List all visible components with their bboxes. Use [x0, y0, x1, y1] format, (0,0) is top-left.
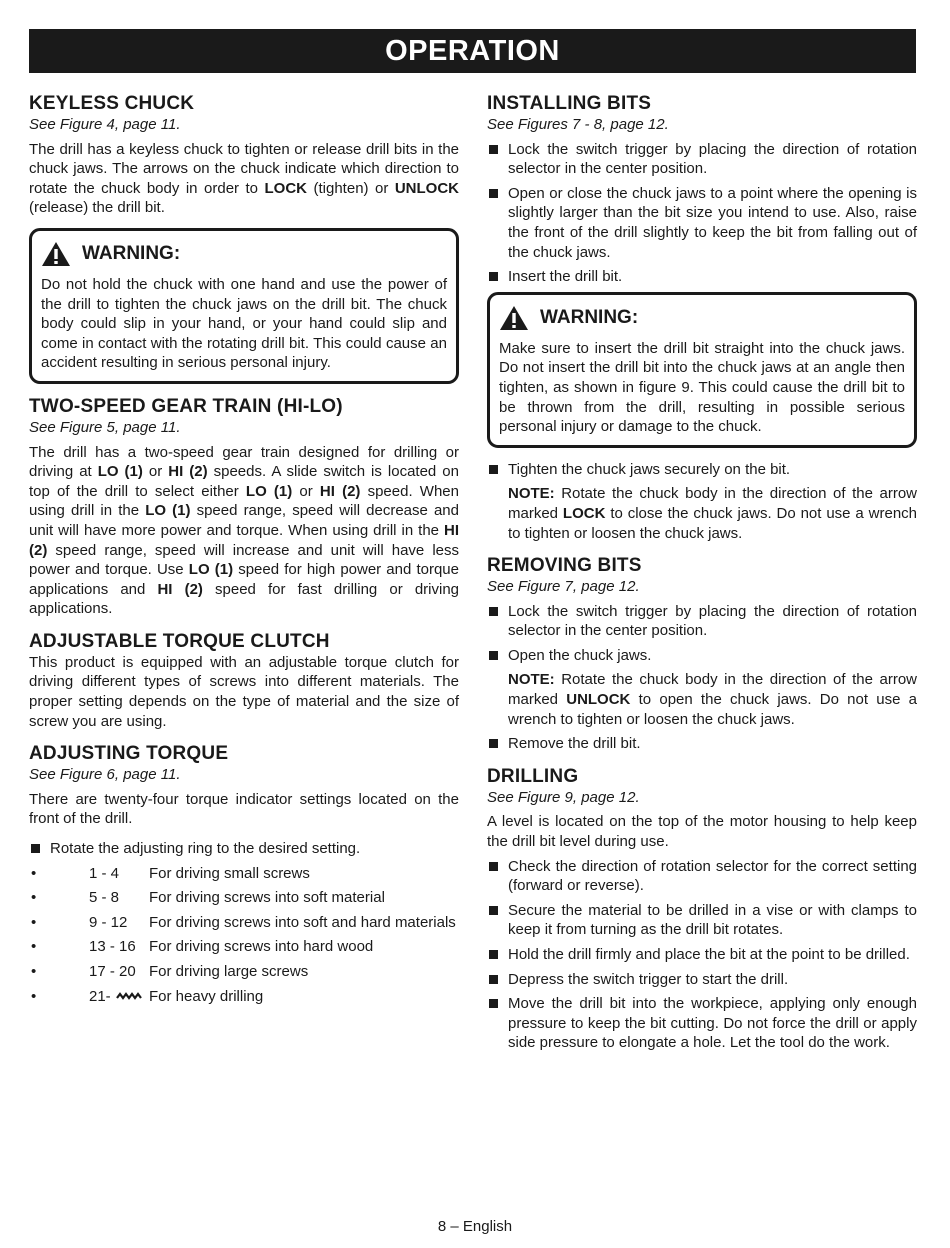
list-item: Depress the switch trigger to start the drill. [487, 970, 917, 990]
paragraph: A level is located on the top of the motor housing to help keep the drill bit level during use. [487, 813, 917, 851]
bullet-list [29, 839, 459, 859]
torque-setting-row: • 5 - 8 For driving screws into soft material [31, 889, 385, 907]
square-bullet-icon [489, 465, 498, 474]
list-item: Rotate the adjusting ring to the desired setting. [29, 839, 459, 859]
list-item: Move the drill bit into the workpiece, applying only enough pressure to keep the bit cutting. Do not force the drill or apply side pressure to elongate a hole. Let the tool do the work. [487, 994, 917, 1053]
drill-bit-icon [116, 992, 142, 1000]
square-bullet-icon [489, 272, 498, 281]
torque-setting-row: • 1 - 4 For driving small screws [31, 864, 310, 882]
square-bullet-icon [489, 739, 498, 748]
list-item: Lock the switch trigger by placing the direction of rotation selector in the center position. [487, 602, 917, 641]
bullet-list [487, 602, 917, 666]
warning-title: WARNING: [540, 306, 639, 328]
warning-title: WARNING: [82, 243, 181, 265]
installing-bits-section [487, 93, 917, 543]
list-item: Open or close the chuck jaws to a point where the opening is slightly larger than the bit size you intend to use. Also, raise the front of the drill slightly to keep the bit from falling out of the chuck jaws. [487, 184, 917, 262]
warning-text: Do not hold the chuck with one hand and use the power of the drill to tighten the chuck jaws on the drill bit. The chuck body could slip in your hand, or your hand could slip and come in contact with the rotating drill bit. This could cause an accident resulting in serious personal injury. [41, 275, 447, 372]
torque-setting-row: • 21- For heavy drilling [31, 987, 264, 1005]
warning-text: Make sure to insert the drill bit straight into the chuck jaws. Do not insert the drill bit into the chuck jaws at an angle then tighten, as shown in figure 9. This could cause the drill bit to be thrown from the drill, resulting in possible serious personal injury or damage to the chuck. [499, 339, 905, 436]
square-bullet-icon [489, 975, 498, 984]
torque-setting-row: • 13 - 16 For driving screws into hard wood [31, 938, 374, 956]
paragraph: The drill has a two-speed gear train designed for drilling or driving at LO (1) or HI (2) speeds. A slide switch is located on top of the drill to select either LO (1) or HI (2) speed. When using drill in the LO (1) speed range, speed will decrease and unit will have more power and torque. When using drill in the HI (2) speed range, speed will increase and unit will have less power and torque. Use LO (1) speed for high power and torque applications and HI (2) speed for fast drilling or driving applications. [29, 443, 460, 618]
warning-triangle-icon [41, 241, 71, 267]
paragraph: The drill has a keyless chuck to tighten or release drill bits in the chuck jaws. The arrows on the chuck indicate which direction to rotate the chuck body in order to LOCK (tighten) or UNLOCK (release) the drill bit. [29, 140, 460, 217]
list-item: Hold the drill firmly and place the bit at the point to be drilled. [487, 945, 917, 965]
bullet-list [487, 140, 917, 287]
figure-reference: See Figure 7, page 12. [487, 578, 640, 596]
square-bullet-icon [489, 651, 498, 660]
torque-setting-row: • 17 - 20 For driving large screws [31, 963, 309, 980]
square-bullet-icon [489, 145, 498, 154]
paragraph: There are twenty-four torque indicator settings located on the front of the drill. [29, 790, 459, 828]
paragraph: This product is equipped with an adjustable torque clutch for driving different types of screws into different materials. The proper setting depends on the type of material and the size of screw you are using. [29, 653, 459, 730]
figure-reference: See Figure 5, page 11. [29, 418, 181, 436]
warning-box [29, 228, 459, 384]
list-item: Secure the material to be drilled in a vise or with clamps to keep it from turning as the drill bit rotates. [487, 901, 917, 940]
page-footer: 8 – English [437, 1218, 513, 1235]
warning-box [487, 292, 917, 448]
page-title: OPERATION [29, 29, 916, 73]
note: NOTE: Rotate the chuck body in the direction of the arrow marked UNLOCK to open the chuck jaws. Do not use a wrench to tighten or loosen the chuck jaws. [508, 671, 917, 728]
list-item: Tighten the chuck jaws securely on the bit. [487, 460, 917, 480]
section-title: KEYLESS CHUCK [29, 93, 195, 114]
square-bullet-icon [489, 906, 498, 915]
list-item: Lock the switch trigger by placing the direction of rotation selector in the center position. [487, 140, 917, 179]
figure-reference: See Figure 6, page 11. [29, 766, 181, 784]
bullet-list [487, 460, 917, 480]
bullet-list [487, 857, 917, 1053]
square-bullet-icon [489, 607, 498, 616]
section-title: INSTALLING BITS [487, 93, 652, 114]
square-bullet-icon [489, 950, 498, 959]
keyless-chuck-section [29, 93, 459, 384]
square-bullet-icon [489, 189, 498, 198]
warning-triangle-icon [499, 305, 529, 331]
figure-reference: See Figure 9, page 12. [487, 788, 640, 806]
adjustable-clutch-section [29, 631, 459, 731]
bullet-list [487, 734, 917, 754]
list-item: Remove the drill bit. [487, 734, 917, 754]
list-item: Insert the drill bit. [487, 267, 917, 287]
section-title: ADJUSTABLE TORQUE CLUTCH [29, 630, 330, 652]
adjusting-torque-section [29, 743, 459, 1006]
square-bullet-icon [489, 862, 498, 871]
square-bullet-icon [31, 844, 40, 853]
note: NOTE: Rotate the chuck body in the direction of the arrow marked LOCK to close the chuck jaws. Do not use a wrench to tighten or loosen the chuck jaws. [508, 485, 918, 542]
section-title: TWO-SPEED GEAR TRAIN (HI-LO) [29, 395, 343, 417]
list-item: Check the direction of rotation selector for the correct setting (forward or reverse). [487, 857, 917, 896]
torque-settings-list [29, 864, 459, 1007]
right-column [487, 93, 917, 1065]
left-column [29, 93, 459, 1018]
section-title: ADJUSTING TORQUE [29, 743, 229, 765]
figure-reference: See Figures 7 - 8, page 12. [487, 116, 669, 133]
section-title: DRILLING [487, 765, 579, 787]
removing-bits-section [487, 555, 917, 754]
torque-setting-row: • 9 - 12 For driving screws into soft and hard materials [31, 913, 456, 931]
list-item: Open the chuck jaws. [487, 646, 917, 666]
figure-reference: See Figure 4, page 11. [29, 116, 181, 133]
two-speed-section [29, 396, 459, 619]
section-title: REMOVING BITS [487, 555, 642, 577]
square-bullet-icon [489, 999, 498, 1008]
drilling-section [487, 766, 917, 1053]
